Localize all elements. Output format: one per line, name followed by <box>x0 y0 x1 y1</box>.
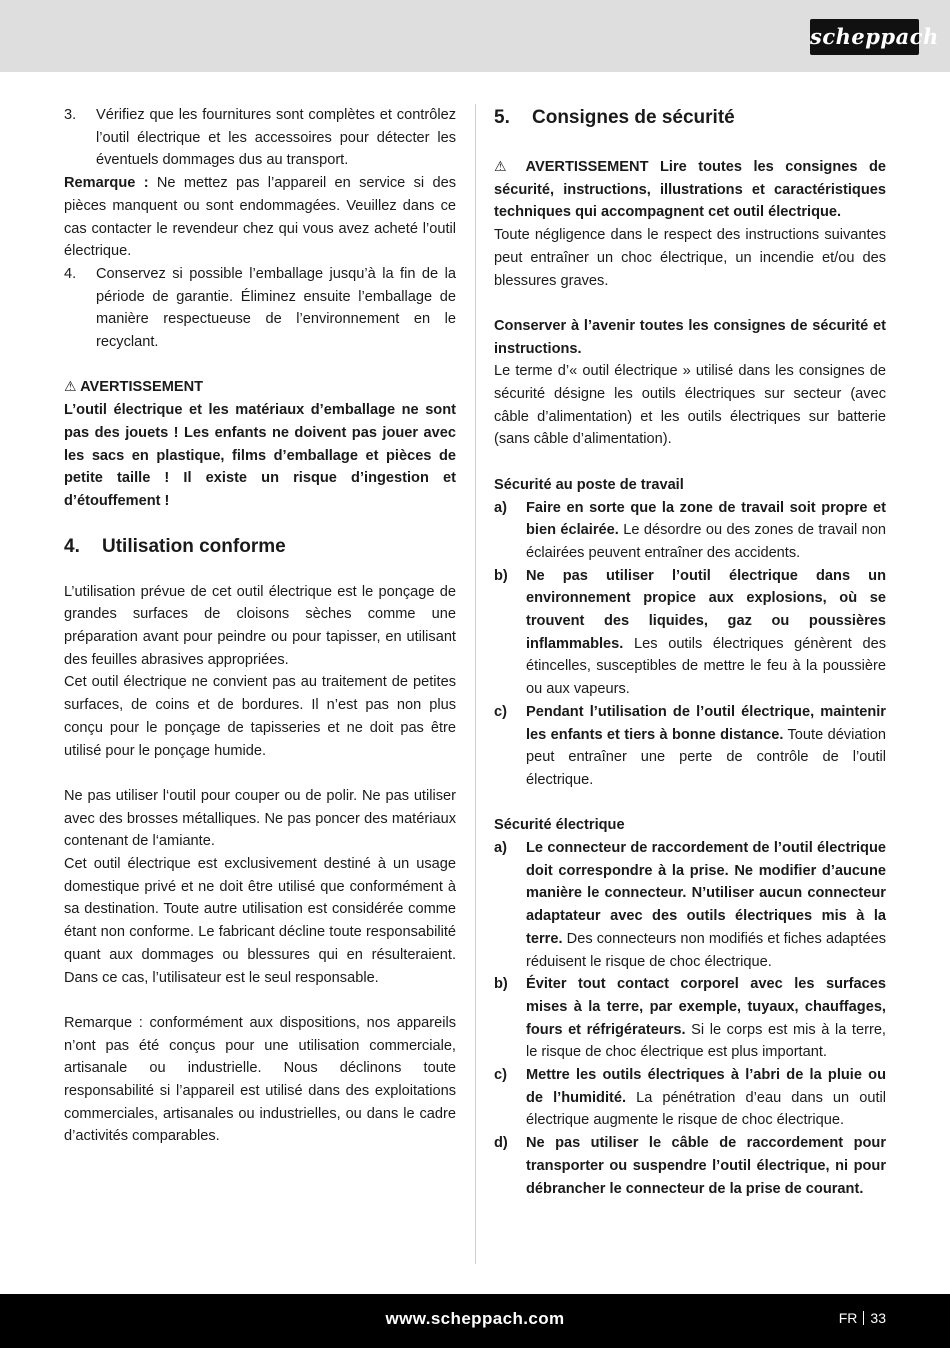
list-number: 3. <box>64 107 77 123</box>
language-code: FR <box>838 1310 858 1326</box>
item-text: Éviter tout contact corporel avec les surfaces mises à la terre, par exemple, tuyaux, chauffages, fours et réfrigérateurs. Si le corps est mis à la terre, le risque de choc électrique est plus important. <box>526 976 886 1061</box>
website-link[interactable]: www.scheppach.com <box>385 1309 565 1328</box>
section-4-title <box>64 535 456 559</box>
left-column <box>64 104 456 1148</box>
item-text: Mettre les outils électriques à l’abri de la pluie ou de l’humidité. La pénétration d’eau dans un outil électrique augmente le risque de choc électrique. <box>526 1067 886 1129</box>
list-number: 4. <box>64 265 77 282</box>
item-letter: c) <box>494 1067 507 1084</box>
page-number: 33 <box>870 1310 886 1326</box>
item-text: Ne pas utiliser l’outil électrique dans un environnement propice aux explosions, où se trouvent des liquides, gaz ou poussières inflammables. Les outils électriques génèrent des étincelles, susceptibles de mettre le feu à la poussière ou aux vapeurs. <box>526 567 886 698</box>
warning-triangle-icon: ⚠ <box>494 159 514 175</box>
electrical-safety-heading: Sécurité électrique <box>494 817 625 834</box>
safety-warning-paragraph <box>494 156 886 224</box>
remark-label: Remarque : <box>64 175 149 192</box>
workplace-item-a <box>494 497 886 565</box>
remark-text: Ne mettez pas l’appareil en service si des pièces manquent ou sont endommagées. Veuillez dans ce cas contacter le revendeur chez qui vous avez acheté l’outil électrique. <box>64 175 457 260</box>
workplace-item-c <box>494 701 886 792</box>
electrical-item-c <box>494 1064 886 1132</box>
intended-use-paragraph-4: Cet outil électrique est exclusivement destiné à un usage domestique privé et ne doit être utilisé que conformément à sa destination. Toute autre utilisation est considérée comme étant non conforme. Le fabricant décline toute responsabilité quant aux dommages ou blessures qui en résulteraient. Dans ce cas, l’utilisateur est le seul responsable. <box>64 856 456 986</box>
warning-heading <box>64 376 456 399</box>
section-5-title <box>494 106 886 130</box>
item-letter: b) <box>494 976 508 993</box>
item-letter: d) <box>494 1135 508 1152</box>
item-letter: a) <box>494 840 507 857</box>
intended-use-paragraph-3: Ne pas utiliser l‘outil pour couper ou de polir. Ne pas utiliser avec des brosses métalliques. Ne pas poncer des matériaux contenant de l‘amiante. <box>64 787 456 850</box>
warning-label: AVERTISSEMENT <box>80 379 204 396</box>
section-number: 5. <box>494 107 510 128</box>
right-column <box>494 104 886 1200</box>
electrical-item-a <box>494 837 886 973</box>
intended-use-paragraph-5: Remarque : conformément aux dispositions, nos appareils n’ont pas été conçus pour une utilisation commerciale, artisanale ou industrielle. Nous déclinons toute responsabilité si l’appareil est utilisé dans des exploitations commerciales, artisanales ou industrielles, ou dans le cadre d’activités comparables. <box>64 1014 456 1145</box>
intended-use-paragraph-2: Cet outil électrique ne convient pas au traitement de petites surfaces, de coins et de bordures. Il n’est pas non plus conçu pour le ponçage de tapisseries et ne doit pas être utilisé pour le ponçage humide. <box>64 674 456 759</box>
electrical-item-b <box>494 973 886 1064</box>
item-text: Pendant l’utilisation de l’outil électrique, maintenir les enfants et tiers à bonne distance. Toute déviation peut entraîner une perte de contrôle de l’outil électrique. <box>526 703 886 788</box>
page-indicator <box>839 1310 886 1326</box>
list-text: Vérifiez que les fournitures sont complètes et contrôlez l’outil électrique et les accessoires pour détecter les éventuels dommages dus au transport. <box>96 107 456 169</box>
remark-paragraph <box>64 172 456 263</box>
brand-logo: scheppach <box>810 19 919 55</box>
item-letter: b) <box>494 567 508 584</box>
workplace-safety-heading: Sécurité au poste de travail <box>494 476 684 493</box>
section-title-text: Utilisation conforme <box>102 535 286 557</box>
section-number: 4. <box>64 535 80 557</box>
item-text: Le connecteur de raccordement de l’outil électrique doit correspondre à la prise. Ne modifier d’aucune manière le connecteur. N’utiliser aucun connecteur adaptateur avec des outils électriques mis à la terre. Des connecteurs non modifiés et fiches adaptées réduisent le risque de choc électrique. <box>526 840 886 970</box>
warning-text: L’outil électrique et les matériaux d’emballage ne sont pas des jouets ! Les enfants ne doivent pas jouer avec les sacs en plastique, films d’emballage et pièces de petite taille ! Il existe un risque d’ingestion et d’étouffement ! <box>64 402 456 509</box>
list-text: Conservez si possible l’emballage jusqu’à la fin de la période de garantie. Éliminez ensuite l’emballage de manière respectueuse de l’environnement en le recyclant. <box>96 265 456 351</box>
workplace-item-b <box>494 565 886 701</box>
column-divider <box>475 104 476 1264</box>
item-letter: a) <box>494 499 507 516</box>
keep-instructions-text: Le terme d’« outil électrique » utilisé dans les consignes de sécurité désigne les outils électriques sur secteur (avec câble d’alimentation) et les outils électriques sur batterie (sans câble d’alimentation). <box>494 363 886 448</box>
intended-use-paragraph-1: L’utilisation prévue de cet outil électrique est le ponçage de grandes surfaces de cloisons sèches comme une préparation avant pour peindre ou pour tapisser, en utilisant des feuilles abrasives appropriées. <box>64 583 456 668</box>
item-text: Ne pas utiliser le câble de raccordement pour transporter ou suspendre l’outil électrique, ni pour débrancher le connecteur de la prise de courant. <box>526 1135 886 1197</box>
page-header <box>0 0 950 72</box>
safety-warning-bold: AVERTISSEMENT Lire toutes les consignes de sécurité, instructions, illustrations et caractéristiques techniques qui accompagnent cet outil électrique. <box>494 159 886 221</box>
safety-warning-text: Toute négligence dans le respect des instructions suivantes peut entraîner un choc électrique, un incendie et/ou des blessures graves. <box>494 227 886 289</box>
keep-instructions-bold: Conserver à l’avenir toutes les consignes de sécurité et instructions. <box>494 317 886 357</box>
item-text: Faire en sorte que la zone de travail soit propre et bien éclairée. Le désordre ou des zones de travail non éclairées peuvent entraîner des accidents. <box>526 499 887 561</box>
section-title-text: Consignes de sécurité <box>532 107 735 128</box>
item-letter: c) <box>494 703 507 720</box>
electrical-item-d <box>494 1132 886 1200</box>
list-item-4 <box>64 263 456 354</box>
warning-triangle-icon: ⚠ <box>64 379 77 396</box>
page-footer <box>0 1294 950 1348</box>
list-item-3 <box>64 104 456 172</box>
